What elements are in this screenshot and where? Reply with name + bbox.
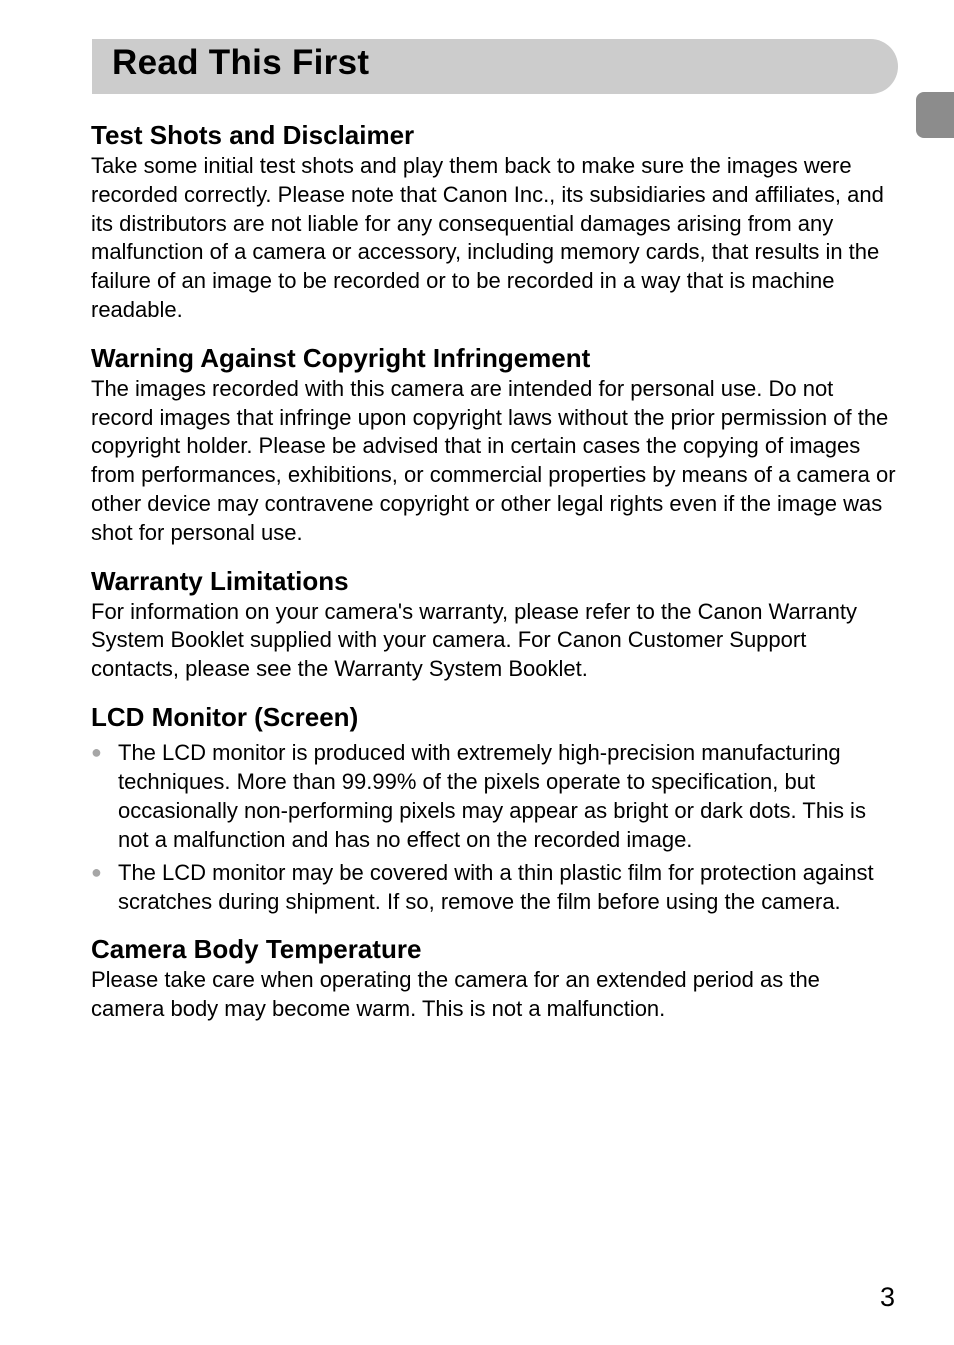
chapter-tab — [916, 92, 954, 138]
section-camera-temperature — [91, 932, 896, 1024]
section-body: The images recorded with this camera are intended for personal use. Do not record images that infringe upon copyright laws without the prior permission of the copyright holder. Please be advised that in certain cases the copying of images from performances, exhibitions, or commercial properties by means of a camera or other device may contravene copyright or other legal rights even if the image was shot for personal use. — [91, 375, 896, 545]
section-body: For information on your camera's warranty, please refer to the Canon Warranty System Booklet supplied with your camera. For Canon Customer Support contacts, please see the Warranty System Booklet. — [91, 598, 857, 682]
section-heading: LCD Monitor (Screen) — [91, 701, 359, 732]
bullet-list — [91, 738, 896, 916]
section-heading: Warranty Limitations — [91, 565, 349, 596]
section-body: Please take care when operating the camera for an extended period as the camera body may become warm. This is not a malfunction. — [91, 966, 820, 1021]
section-warranty — [91, 564, 896, 684]
section-heading: Warning Against Copyright Infringement — [91, 342, 591, 373]
bullet-icon: ● — [91, 861, 102, 882]
section-heading: Test Shots and Disclaimer — [91, 120, 415, 150]
page-number: 3 — [880, 1282, 896, 1312]
list-item-text: The LCD monitor is produced with extremely high-precision manufacturing techniques. More than 99.99% of the pixels operate to specification, but occasionally non-performing pixels may appear as bright or dark dots. This is not a malfunction and has no effect on the recorded image. — [118, 739, 866, 852]
section-heading: Camera Body Temperature — [91, 933, 422, 964]
list-item — [91, 738, 896, 854]
section-body: Take some initial test shots and play them back to make sure the images were recorded correctly. Please note that Canon Inc., its subsidiaries and affiliates, and its distributors are not liable for any consequential damages arising from any malfunction of a camera or accessory, including memory cards, that results in the failure of an image to be recorded or to be recorded in a way that is machine readable. — [91, 153, 884, 322]
section-lcd-monitor — [91, 700, 896, 916]
list-item-text: The LCD monitor may be covered with a thin plastic film for protection against scratches during shipment. If so, remove the film before using the camera. — [118, 859, 874, 914]
bullet-icon: ● — [91, 741, 102, 762]
page-title: Read This First — [112, 43, 370, 82]
section-copyright — [91, 341, 896, 548]
section-test-shots — [91, 118, 896, 325]
page-content — [91, 118, 896, 1040]
title-bar — [92, 39, 898, 94]
list-item — [91, 858, 896, 916]
